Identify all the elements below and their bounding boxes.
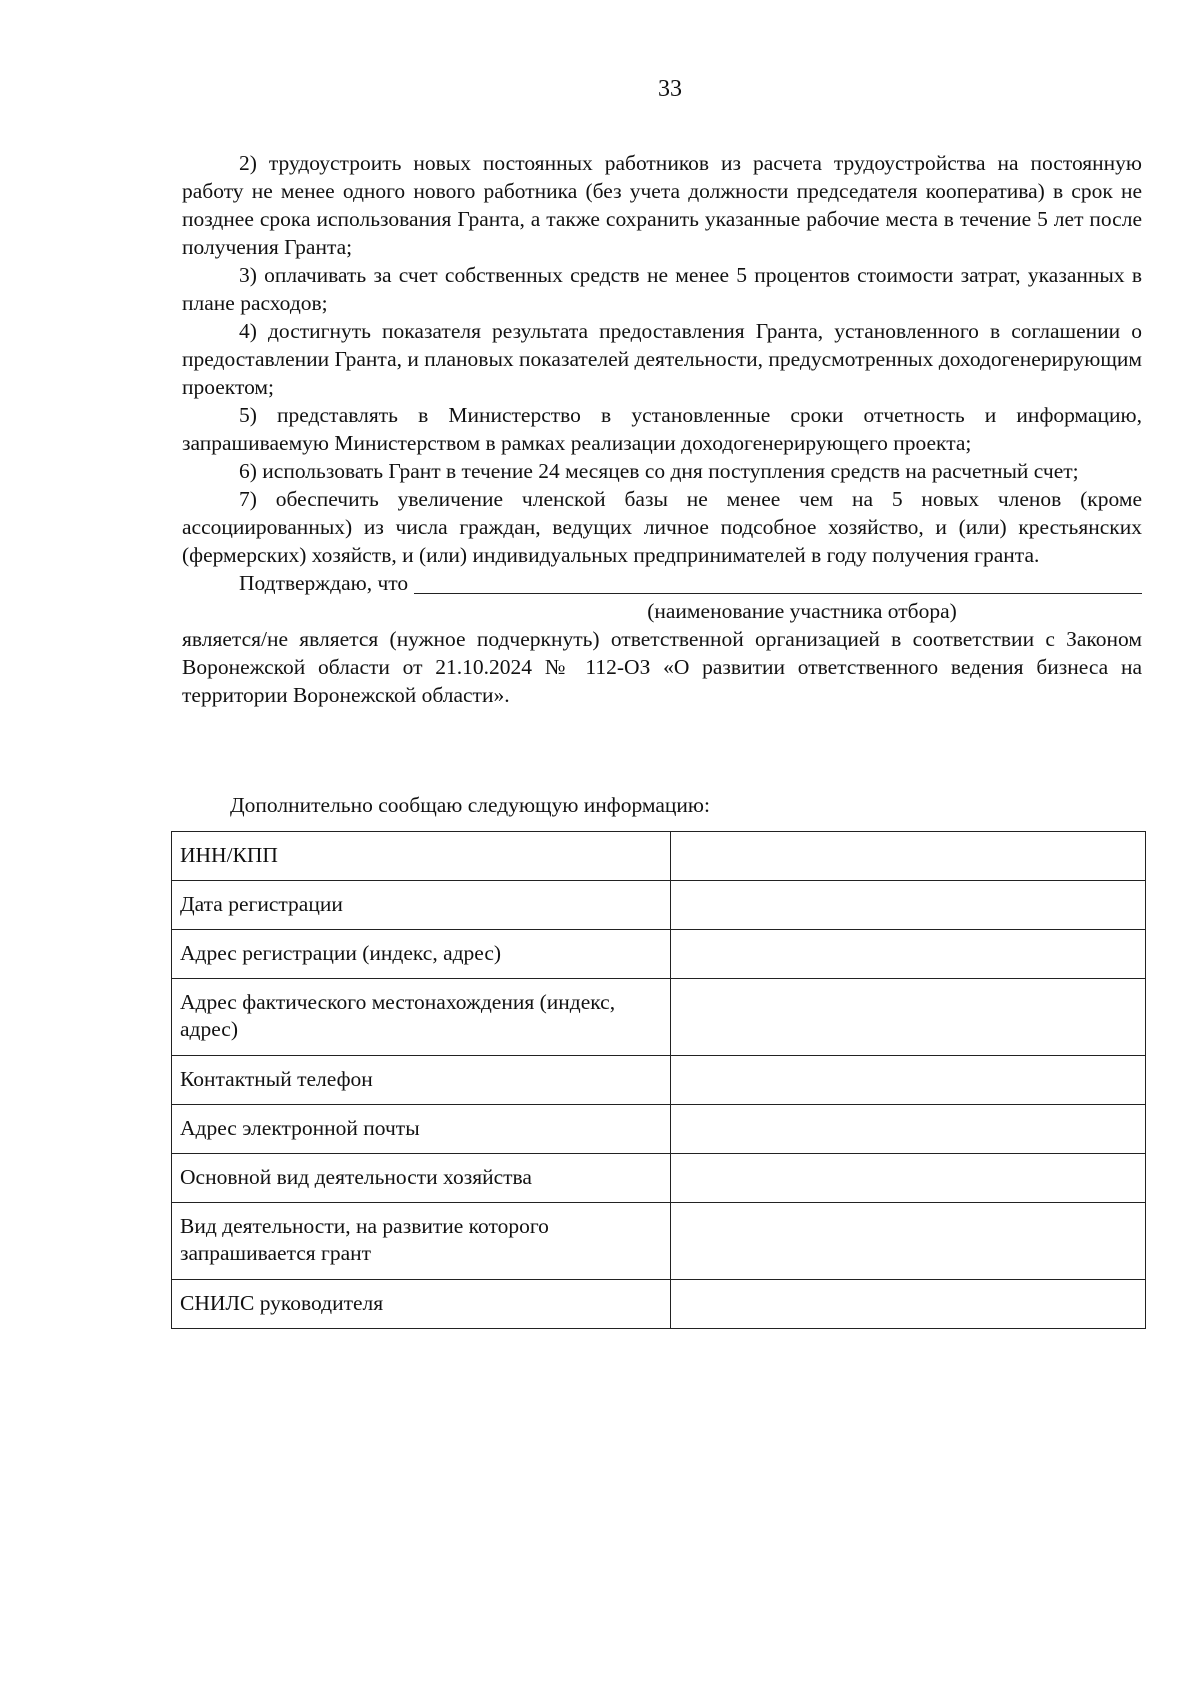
table-row xyxy=(172,1154,1146,1203)
table-row xyxy=(172,1105,1146,1154)
row-label: Основной вид деятельности хозяйства xyxy=(172,1154,671,1203)
row-label: Адрес фактического местонахождения (индекс, адрес) xyxy=(172,979,671,1056)
table-row xyxy=(172,881,1146,930)
row-value-cell[interactable] xyxy=(671,979,1146,1056)
row-value-cell[interactable] xyxy=(671,1105,1146,1154)
row-label: ИНН/КПП xyxy=(172,832,671,881)
info-table xyxy=(171,831,1146,1329)
row-label: Вид деятельности, на развитие которого запрашивается грант xyxy=(172,1203,671,1280)
table-row xyxy=(172,1056,1146,1105)
row-label: СНИЛС руководителя xyxy=(172,1280,671,1329)
table-row xyxy=(172,1280,1146,1329)
table-row xyxy=(172,979,1146,1056)
paragraph: 3) оплачивать за счет собственных средств не менее 5 процентов стоимости затрат, указанных в плане расходов; xyxy=(182,263,1142,315)
paragraph: 2) трудоустроить новых постоянных работников из расчета трудоустройства на постоянную работу не менее одного нового работника (без учета должности председателя кооператива) в срок не позднее срока использования Гранта, а также сохранить указанные рабочие места в течение 5 лет после получения Гранта; xyxy=(182,151,1142,259)
confirm-label: Подтверждаю, что xyxy=(239,571,409,595)
row-value-cell[interactable] xyxy=(671,1203,1146,1280)
row-value-cell[interactable] xyxy=(671,1154,1146,1203)
participant-name-caption: (наименование участника отбора) xyxy=(647,599,957,623)
row-value-cell[interactable] xyxy=(671,1056,1146,1105)
extra-info-intro: Дополнительно сообщаю следующую информацию: xyxy=(230,793,710,817)
paragraph: 7) обеспечить увеличение членской базы не менее чем на 5 новых членов (кроме ассоциированных) из числа граждан, ведущих личное подсобное хозяйство, и (или) крестьянских (фермерских) хозяйств, и (или) индивидуальных предпринимателей в году получения гранта. xyxy=(182,487,1142,567)
confirm-text: является/не является (нужное подчеркнуть) ответственной организацией в соответствии с Законом Воронежской области от 21.10.2024 № 112-ОЗ «О развитии ответственного ведения бизнеса на территории Воронежской области». xyxy=(182,627,1142,707)
row-value-cell[interactable] xyxy=(671,1280,1146,1329)
table-row xyxy=(172,930,1146,979)
row-label: Дата регистрации xyxy=(172,881,671,930)
paragraph: 4) достигнуть показателя результата предоставления Гранта, установленного в соглашении о предоставлении Гранта, и плановых показателей деятельности, предусмотренных доходогенерирующим проектом; xyxy=(182,319,1142,399)
paragraph: 5) представлять в Министерство в установленные сроки отчетность и информацию, запрашиваемую Министерством в рамках реализации доходогенерирующего проекта; xyxy=(182,403,1142,455)
row-label: Адрес регистрации (индекс, адрес) xyxy=(172,930,671,979)
table-row xyxy=(172,1203,1146,1280)
participant-name-blank[interactable] xyxy=(414,571,1142,594)
paragraph: 6) использовать Грант в течение 24 месяцев со дня поступления средств на расчетный счет; xyxy=(239,459,1079,483)
row-value-cell[interactable] xyxy=(671,930,1146,979)
row-label: Контактный телефон xyxy=(172,1056,671,1105)
row-value-cell[interactable] xyxy=(671,881,1146,930)
row-value-cell[interactable] xyxy=(671,832,1146,881)
document-body xyxy=(182,149,1142,709)
confirm-line xyxy=(182,569,1142,597)
page-number: 33 xyxy=(658,76,682,102)
row-label: Адрес электронной почты xyxy=(172,1105,671,1154)
table-row xyxy=(172,832,1146,881)
